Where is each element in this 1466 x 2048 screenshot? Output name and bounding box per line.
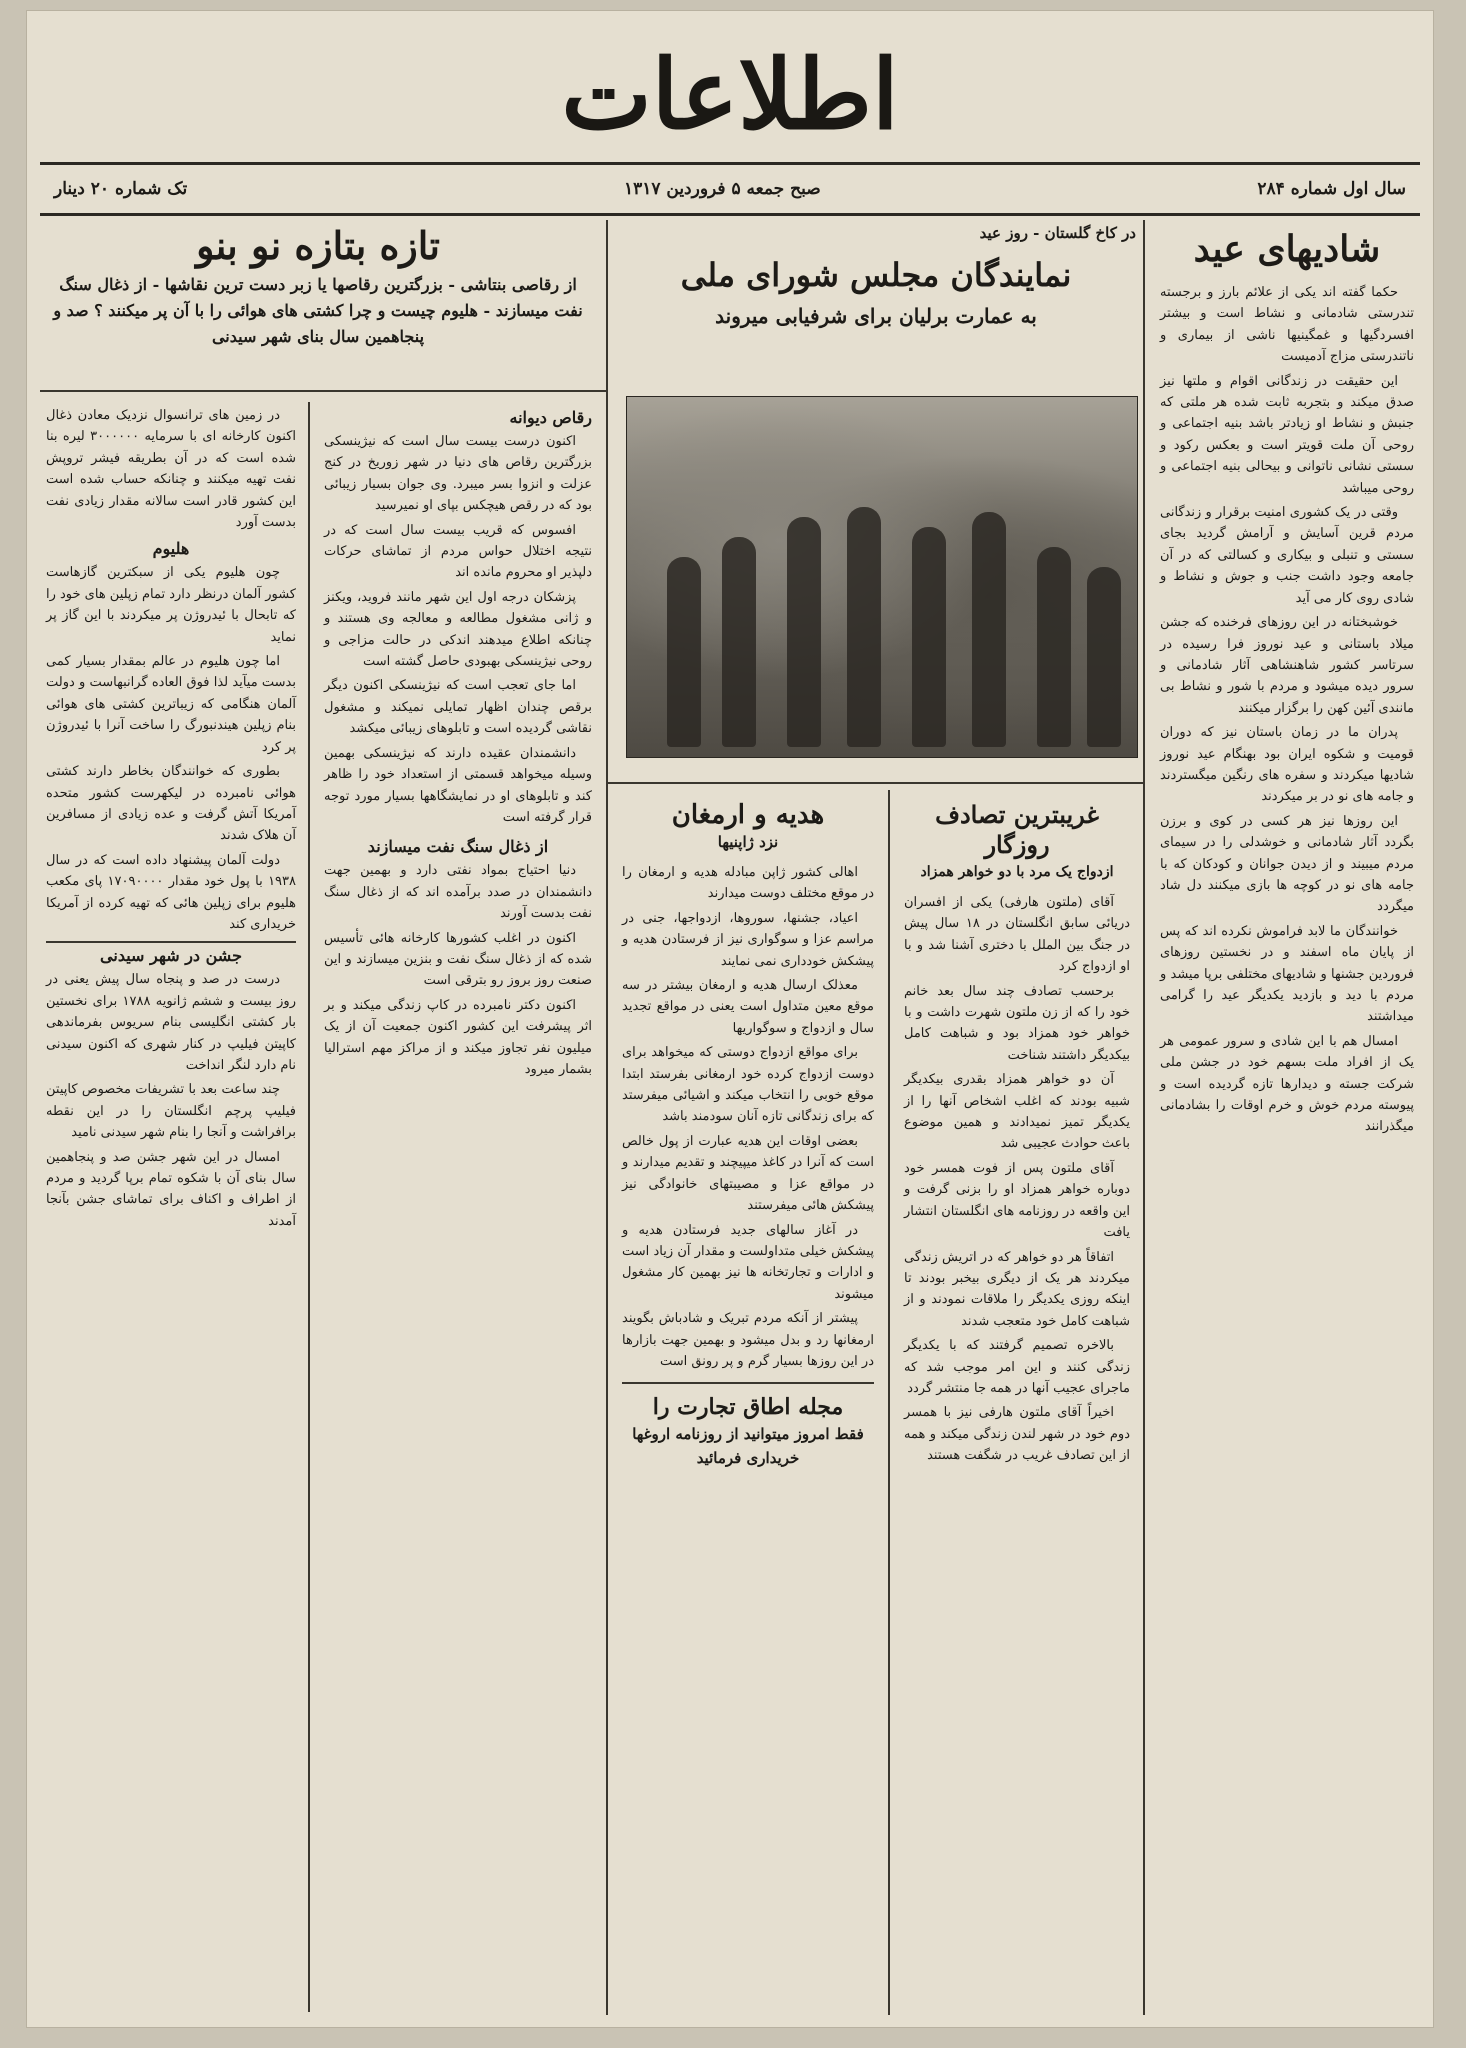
- article-paragraph: اکنون در اغلب کشورها کارخانه هائی تأسیس شده که از ذغال سنگ نفت و بنزین میسازند و این صنعت روز بروز رو بترقی است: [324, 930, 592, 989]
- article-paragraph: امسال هم با این شادی و سرور عمومی هر یک از افراد ملت بسهم خود در جشن ملی شرکت جسته و دیدارها تازه گردیده است و پیوسته مردم خوش و خرم اوقات را بشادمانی میگذرانند: [1160, 1033, 1414, 1135]
- ad-text: فقط امروز میتوانید از روزنامه اروغها خریداری فرمائید: [632, 1425, 864, 1468]
- issue-date: صبح جمعه ۵ فروردین ۱۳۱۷: [623, 179, 821, 199]
- article-paragraph: پیشتر از آنکه مردم تبریک و شادباش بگویند ارمغانها رد و بدل میشود و بهمین جهت بازارها در این روزها بسیار گرم و پر رونق است: [622, 1311, 874, 1369]
- left-headline: تازه بتازه نو بنو: [196, 223, 440, 268]
- center-top-header: [616, 220, 1136, 395]
- article-paragraph: درست در صد و پنجاه سال پیش یعنی در روز بیست و ششم ژانویه ۱۷۸۸ برای نخستین بار کشتی انگلیسی بنام سریوس بفرماندهی کاپیتن فیلیپ در کنار شهری که اکنون سیدنی نام دارد لنگر انداخت: [46, 972, 296, 1073]
- left-header: [40, 220, 596, 400]
- article-paragraph: آن دو خواهر همزاد بقدری بیکدیگر شبیه بودند که اغلب اشخاص آنها را از یکدیگر تمیز نمیدادند و همین موضوع باعث حوادث عجیبی شد: [904, 1072, 1130, 1152]
- article-paragraph: این حقیقت در زندگانی اقوام و ملتها نیز صدق میکند و بتجربه ثابت شده هر ملتی که جنبش و نشاط او زیادتر باشد بنیه اجتماعی و روحی آن ملت قویتر است و بعکس رکود و سستی نشانی ناتوانی و بیحالی بنیه اجتماعی و روحی میباشد: [1160, 373, 1414, 496]
- photo-figure: [722, 537, 756, 747]
- article-paragraph: بالاخره تصمیم گرفتند که با یکدیگر زندگی کنند و این امر موجب شد که ماجرای عجیب آنها در همه جا منتشر گردد: [904, 1338, 1130, 1396]
- article-paragraph: چند ساعت بعد با تشریفات مخصوص کاپیتن فیلیپ پرچم انگلستان را در این نقطه برافراشت و آنجا را بنام شهر سیدنی نامید: [46, 1082, 296, 1141]
- article-paragraph: دانشمندان عقیده دارند که نیژینسکی بهمین وسیله میخواهد قسمتی از استعداد خود را ظاهر کند و تابلوهای او در نمایشگاهها بسیار مورد توجه قرار گرفته است: [324, 745, 592, 825]
- photo-figure: [912, 527, 946, 747]
- article-paragraph: پزشکان درجه اول این شهر مانند فروید، ویکنز و ژانی مشغول مطالعه و معالجه وی هستند و چنانکه اطلاع میدهند اندکی در حالت مزاجی و روحی نیژینسکی بهبودی حاصل گشته است: [324, 589, 592, 670]
- photo-figure: [1087, 567, 1121, 747]
- article-paragraph: افسوس که قریب بیست سال است که در نتیجه اختلال حواس مردم از تماشای حرکات دلپذیر او محروم مانده اند: [324, 522, 592, 581]
- article-paragraph: اکنون دکتر نامبرده در کاپ زندگی میکند و بر اثر پیشرفت این کشور اکنون جمعیت آن از یک میلیون نفر تجاوز میکند و از مراکز مهم استرالیا بشمار میرود: [324, 997, 592, 1077]
- issue-price: تک شماره ۲۰ دینار: [54, 179, 188, 199]
- article-paragraph: چون هلیوم یکی از سبکترین گازهاست کشور آلمان درنظر دارد تمام زپلین های خود را که تابحال با ئیدروژن پر میکردند با این گاز پر نماید: [45, 565, 296, 645]
- column-right: [1154, 220, 1420, 2020]
- article-paragraph: وقتی در یک کشوری امنیت برقرار و زندگانی مردم قرین آسایش و آرامش گردید بجای سستی و تنبلی و بیکاری و کسالتی که در آن جامعه وجود داشت جنب و جوش و نشاط و شادی روی کار می آید: [1160, 505, 1414, 606]
- article-paragraph: اخیراً آقای ملتون هارفی نیز با همسر دوم خود در شهر لندن زندگی میکند و همه از این تصادف غریب در شگفت هستند: [904, 1405, 1130, 1464]
- article-paragraph: حکما گفته اند یکی از علائم بارز و برجسته تندرستی شادمانی و نشاط است و بیشتر افسردگیها و غمگینیها ناشی از بیماری و ناتندرستی مزاج آدمیست: [1160, 285, 1414, 365]
- article-paragraph: اهالی کشور ژاپن مبادله هدیه و ارمغان را در موقع مختلف دوست میدارند: [622, 865, 874, 902]
- left-deck: از رقاصی بنتاشی - بزرگترین رقاصها یا زبر دست ترین نقاشها - از ذغال سنگ نفت میسازند - هلیوم چیست و چرا کشتی های هوائی را با آن پر میکنند ؟ صد و پنجاهمین سال بنای شهر سیدنی: [53, 275, 583, 346]
- article-paragraph: دولت آلمان پیشنهاد داده است که در سال ۱۹۳۸ با پول خود مقدار ۱۷۰۹۰۰۰۰ پای مکعب هلیوم برای زپلین هائی که تهیه کرده از آمریکا خریداری کند: [46, 852, 296, 932]
- center-subhead: به عمارت برلیان برای شرفیابی میروند: [715, 304, 1037, 328]
- article-paragraph: در آغاز سالهای جدید فرستادن هدیه و پیشکش خیلی متداولست و مقدار آن زیاد است و ادارات و تجارتخانه ها نیز بهمین کار مشغول میشوند: [622, 1222, 874, 1302]
- photo-figure: [972, 512, 1006, 747]
- issue-number: سال اول شماره ۲۸۴: [1257, 179, 1406, 199]
- column-divider: [606, 220, 608, 2015]
- story-subhead: نزد ژاپنیها: [717, 833, 779, 851]
- column-left-inner: [318, 405, 598, 2015]
- photo-figure: [667, 557, 701, 747]
- article-paragraph: معذلک ارسال هدیه و ارمغان بیشتر در سه موقع معین متداول است یعنی در مواقع تجدید سال و ازدواج و سوگواریها: [622, 978, 874, 1036]
- article-paragraph: خوانندگان ما لابد فراموش نکرده اند که پس از پایان ماه اسفند و در نخستین روزهای فروردین جشنها و شادیهای مختلفی برپا میشد و مردم با دید و بازدید یکدیگر عید را گرامی میداشتند: [1160, 923, 1414, 1025]
- photo-figure: [1037, 547, 1071, 747]
- section-title: هلیوم: [152, 539, 190, 559]
- column-divider: [888, 790, 890, 2015]
- section-rule: [40, 390, 606, 392]
- center-headline: نمایندگان مجلس شورای ملی: [680, 256, 1072, 294]
- story-headline: هدیه و ارمغان: [671, 800, 825, 830]
- story-headline: غریبترین تصادف روزگار: [935, 800, 1099, 859]
- section-title: رقاص دیوانه: [509, 408, 592, 427]
- center-kicker: در کاخ گلستان - روز عید: [979, 224, 1136, 242]
- story-subhead: ازدواج یک مرد با دو خواهر همزاد: [920, 864, 1114, 880]
- article-paragraph: بعضی اوقات این هدیه عبارت از پول خالص است که آنرا در کاغذ میپیچند و تقدیم میدارند و در مواقع عزا و مصیبتهای خانوادگی نیز پیشکش هائی میفرستند: [622, 1133, 874, 1214]
- newspaper-page: [26, 10, 1434, 2028]
- ad-box: [622, 1382, 874, 1470]
- article-paragraph: آقای (ملتون هارفی) یکی از افسران دریائی سابق انگلستان در ۱۸ سال پیش در جنگ بین الملل با دختری آشنا شد و با او ازدواج کرد: [904, 895, 1131, 975]
- column-center-left: [616, 800, 880, 2015]
- news-photo: [626, 396, 1138, 758]
- column-divider: [1143, 220, 1145, 2015]
- article-paragraph: این روزها نیز هر کسی در کوی و برزن بگردد آثار شادمانی و خوشدلی را در سیمای مردم میبیند و از دیدن جوانان و کودکان که با جامه های نو در کوچه ها بازی میکنند دل شاد میگردد: [1160, 813, 1414, 915]
- article-paragraph: خوشبختانه در این روزهای فرخنده که جشن میلاد باستانی و عید نوروز فرا رسیده در سرتاسر کشور شاهنشاهی آثار شادمانی و سرور دیده میشود و مردم با شور و نشاط بی مانندی آئین کهن را برگزار میکنند: [1160, 615, 1414, 716]
- masthead-title: اطلاعات: [561, 38, 899, 151]
- article-paragraph: در زمین های ترانسوال نزدیک معادن ذغال اکنون کارخانه ای با سرمایه ۳۰۰۰۰۰۰ لیره بنا شده است که در آن بطریقه فیشر تروپش نفت تهیه میکنند و چنانکه حساب شده است این کشور قادر است سالانه مقدار زیادی نفت بدست آورد: [46, 408, 296, 531]
- article-paragraph: اعیاد، جشنها، سوروها، ازدواجها، جنی در مراسم عزا و سوگواری نیز از فرستادن هدیه و پیشکش خودداری نمی نمایند: [622, 910, 874, 969]
- article-paragraph: برای مواقع ازدواج دوستی که میخواهد برای دوست ازدواج کرده خود ارمغانی بفرستد ابتدا موقع خوبی را انتخاب میکند و اشیائی میفرستد که برای زندگانی تازه آنان سودمند باشد: [622, 1045, 874, 1125]
- section-title: جشن در شهر سیدنی: [46, 941, 296, 969]
- right-headline: شادیهای عید: [1193, 228, 1381, 270]
- ad-headline: مجله اطاق تجارت را: [652, 1394, 844, 1421]
- article-paragraph: امسال در این شهر جشن صد و پنجاهمین سال بنای آن با شکوه تمام برپا گردید و مردم از اطراف و اکناف برای تماشای جشن بآنجا آمدند: [46, 1149, 296, 1229]
- article-paragraph: دنیا احتیاج بمواد نفتی دارد و بهمین جهت دانشمندان در صدد برآمده اند که از ذغال سنگ نفت بدست آورند: [324, 863, 592, 922]
- column-left-outer: [40, 405, 302, 2015]
- article-paragraph: پدران ما در زمان باستان نیز که دوران قومیت و شکوه ایران بود بهنگام عید نوروز شادیها میکردند و سفره های رنگین میگستردند و جامه های نو در بر میکردند: [1160, 725, 1414, 805]
- article-paragraph: اما چون هلیوم در عالم بمقدار بسیار کمی بدست میآید لذا فوق العاده گرانبهاست و دولت آلمان هنگامی که زیباترین کشتی های هوائی بنام زپلین هیندنبورگ را ساخت آنرا با ئیدروژن پر کرد: [46, 654, 296, 755]
- article-paragraph: اتفاقاً هر دو خواهر که در اتریش زندگی میکردند هر یک از دیگری بیخبر بودند تا اینکه روزی یکدیگر را ملاقات نمودند و از شباهت کامل خود متعجب شدند: [904, 1249, 1130, 1329]
- column-center-right: [898, 800, 1136, 2015]
- dateline-bar: [40, 162, 1420, 216]
- article-paragraph: اکنون درست بیست سال است که نیژینسکی بزرگترین رقاص های دنیا در شهر زوریخ در کنج عزلت و انزوا بسر میبرد. وی جوان بسیار زیبائی بود که در رقص هیچکس بپای او نمیرسید: [324, 434, 592, 514]
- article-paragraph: اما جای تعجب است که نیژینسکی اکنون دیگر برقص چندان اظهار تمایلی نمیکند و مشغول نقاشی گردیده است و تابلوهای زیبائی میکشد: [324, 678, 592, 737]
- section-title: از ذغال سنگ نفت میسازند: [367, 837, 549, 857]
- section-rule: [606, 782, 1143, 784]
- photo-figure: [787, 517, 821, 747]
- article-paragraph: برحسب تصادف چند سال بعد خانم خود را که از زن ملتون شهرت داشت و با خواهر خود همزاد بود و شباهت کامل بیکدیگر داشتند شناخت: [904, 983, 1130, 1063]
- article-paragraph: آقای ملتون پس از فوت همسر خود دوباره خواهر همزاد او را بزنی گرفت و این واقعه در روزنامه های انگلستان انتشار یافت: [904, 1160, 1130, 1241]
- photo-figure: [847, 507, 881, 747]
- column-divider: [308, 402, 310, 2012]
- article-paragraph: بطوری که خوانندگان بخاطر دارند کشتی هوائی نامبرده در لیکهرست کشور متحده آمریکا آتش گرفت و عده زیادی از مسافرین آن هلاک شدند: [46, 764, 296, 844]
